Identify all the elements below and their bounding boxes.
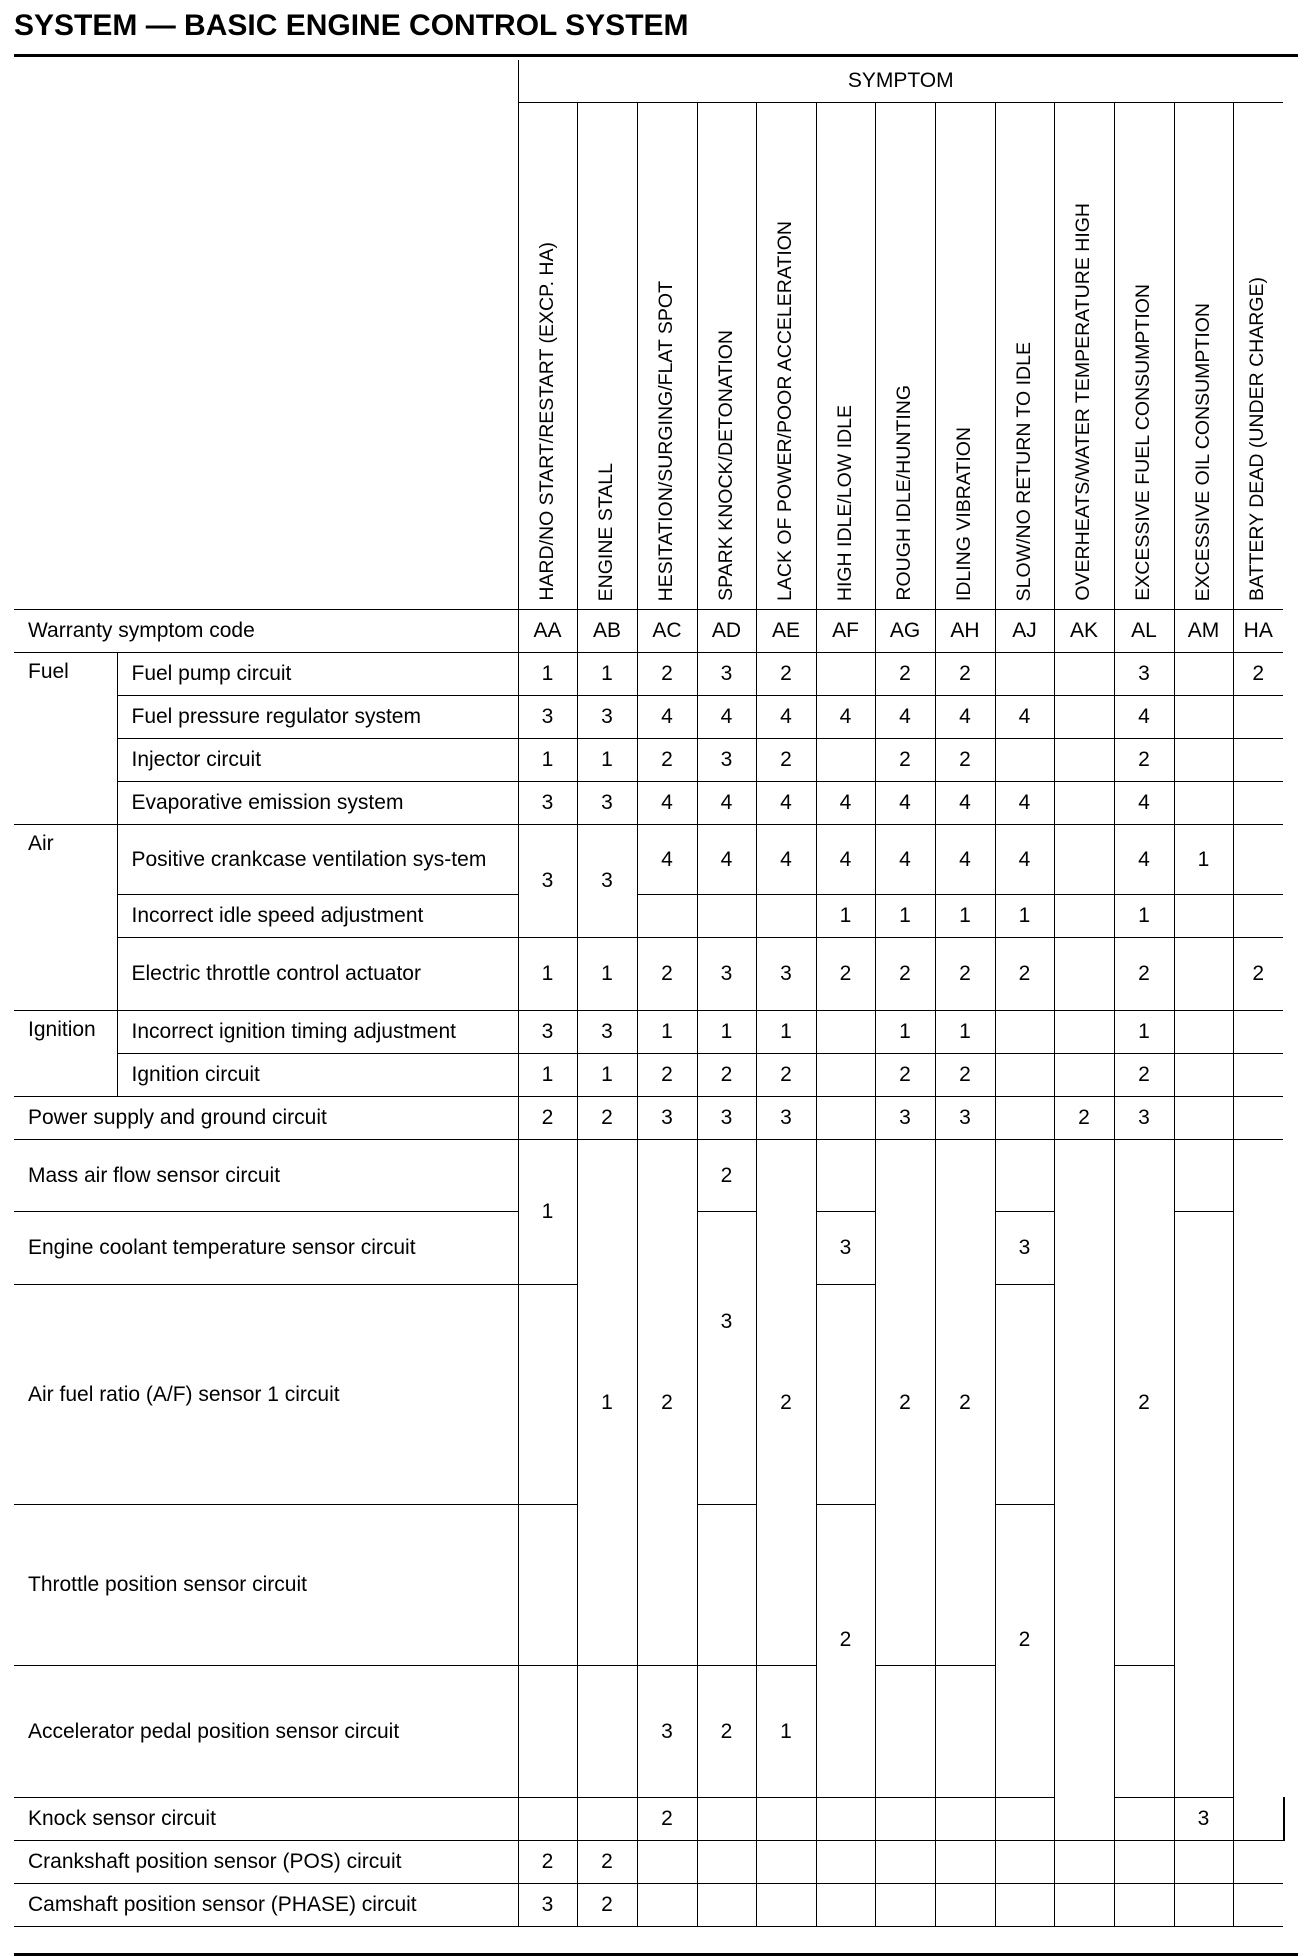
cell-sensors-ak	[1054, 1140, 1114, 1841]
cell	[1054, 739, 1114, 782]
page-title: SYSTEM — BASIC ENGINE CONTROL SYSTEM	[14, 9, 689, 42]
row-label: Fuel pressure regulator system	[117, 696, 518, 739]
cell: 4	[935, 696, 995, 739]
cell: 4	[756, 782, 816, 825]
warranty-code-cell: AC	[637, 610, 697, 653]
cell: 2	[935, 739, 995, 782]
cell	[935, 1884, 995, 1927]
cell	[637, 1841, 697, 1884]
cell-maf-ect-aa: 1	[518, 1140, 577, 1285]
warranty-code-cell: AA	[518, 610, 577, 653]
cell-maf-am	[1174, 1140, 1233, 1212]
cell-apps-ab	[577, 1666, 637, 1798]
cell: 1	[518, 739, 577, 782]
cell: 2	[637, 1798, 697, 1841]
cell: 1	[995, 895, 1054, 938]
cell	[816, 1011, 875, 1054]
cell	[1114, 1798, 1174, 1841]
cell: 3	[577, 1011, 637, 1054]
row-label: Incorrect idle speed adjustment	[117, 895, 518, 938]
cell	[637, 1884, 697, 1927]
cell	[1174, 895, 1233, 938]
cell: 1	[577, 938, 637, 1011]
cell: 3	[518, 1011, 577, 1054]
group-air: Air	[14, 825, 117, 1011]
cell	[875, 1884, 935, 1927]
symptom-label: OVERHEATS/WATER TEMPERATURE HIGH	[1072, 203, 1095, 601]
cell-pcv-idle-ab: 3	[577, 825, 637, 938]
cell-apps-ah	[935, 1666, 995, 1798]
cell	[995, 1097, 1054, 1140]
cell: 2	[995, 938, 1054, 1011]
cell	[1233, 825, 1283, 895]
row-label: Mass air flow sensor circuit	[14, 1140, 518, 1212]
row-label: Knock sensor circuit	[14, 1798, 518, 1841]
cell	[1174, 938, 1233, 1011]
symptom-label: HIGH IDLE/LOW IDLE	[833, 404, 856, 601]
cell	[577, 1798, 637, 1841]
cell	[1233, 1841, 1283, 1884]
cell	[1054, 653, 1114, 696]
cell-af-af	[816, 1285, 875, 1505]
cell: 2	[577, 1884, 637, 1927]
cell	[935, 1841, 995, 1884]
symptom-label: SLOW/NO RETURN TO IDLE	[1012, 341, 1035, 601]
symptom-column-header	[637, 103, 697, 610]
cell: 2	[637, 938, 697, 1011]
symptom-column-header	[1233, 103, 1283, 610]
cell-ect-af: 3	[816, 1212, 875, 1285]
cell	[697, 895, 756, 938]
cell-af-aa	[518, 1285, 577, 1505]
table-row-evap	[14, 782, 1285, 825]
cell: 2	[756, 653, 816, 696]
symptom-column-header	[756, 103, 816, 610]
row-label: Electric throttle control actuator	[117, 938, 518, 1011]
cell	[1114, 1884, 1174, 1927]
symptom-column-header	[1114, 103, 1174, 610]
cell-apps-ac: 3	[637, 1666, 697, 1798]
cell: 2	[756, 739, 816, 782]
warranty-code-cell: AG	[875, 610, 935, 653]
table-row-power-supply	[14, 1097, 1285, 1140]
cell-apps-ag	[875, 1666, 935, 1798]
cell	[1174, 1011, 1233, 1054]
cell: 3	[577, 782, 637, 825]
cell	[1054, 1054, 1114, 1097]
cell: 3	[1114, 1097, 1174, 1140]
cell	[1233, 1011, 1283, 1054]
table-row-fuel-pump	[14, 653, 1285, 696]
symptom-column-header	[1174, 103, 1233, 610]
row-label: Throttle position sensor circuit	[14, 1505, 518, 1666]
cell: 4	[637, 782, 697, 825]
cell: 2	[577, 1097, 637, 1140]
cell: 4	[935, 825, 995, 895]
cell-apps-ae: 1	[756, 1666, 816, 1798]
cell	[1233, 1097, 1283, 1140]
cell: 4	[875, 696, 935, 739]
row-label: Power supply and ground circuit	[14, 1097, 518, 1140]
cell-ect-aj: 3	[995, 1212, 1054, 1285]
cell: 2	[875, 653, 935, 696]
row-label: Accelerator pedal position sensor circuit	[14, 1666, 518, 1798]
cell: 1	[816, 895, 875, 938]
cell: 4	[756, 696, 816, 739]
cell: 1	[518, 1054, 577, 1097]
cell	[518, 1798, 577, 1841]
cell	[1054, 1884, 1114, 1927]
cell: 2	[935, 1054, 995, 1097]
warranty-code-cell: AE	[756, 610, 816, 653]
symptom-header: SYMPTOM	[518, 60, 1283, 103]
cell	[816, 1097, 875, 1140]
cell	[1233, 895, 1283, 938]
cell: 1	[1114, 895, 1174, 938]
cell	[935, 1798, 995, 1841]
cell: 2	[1233, 938, 1283, 1011]
cell	[995, 1011, 1054, 1054]
cell: 2	[1114, 938, 1174, 1011]
cell	[995, 653, 1054, 696]
cell	[875, 1798, 935, 1841]
cell-tps-aa	[518, 1505, 577, 1666]
table-row-maf	[14, 1140, 1285, 1212]
cell: 2	[875, 938, 935, 1011]
symptom-column-header	[995, 103, 1054, 610]
cell: 1	[756, 1011, 816, 1054]
cell	[756, 1798, 816, 1841]
cell	[756, 1884, 816, 1927]
cell: 1	[697, 1011, 756, 1054]
cell: 1	[875, 895, 935, 938]
cell: 1	[935, 1011, 995, 1054]
row-label: Crankshaft position sensor (POS) circuit	[14, 1841, 518, 1884]
cell: 4	[697, 825, 756, 895]
cell	[816, 1841, 875, 1884]
cell: 4	[697, 782, 756, 825]
cell	[1174, 1054, 1233, 1097]
cell: 3	[697, 739, 756, 782]
cell	[1233, 1884, 1283, 1927]
table-row-ignition-timing	[14, 1011, 1285, 1054]
cell-sensors-ha	[1233, 1140, 1283, 1841]
symptom-label: IDLING VIBRATION	[953, 426, 976, 601]
cell: 3	[697, 938, 756, 1011]
title-rule	[14, 54, 1298, 57]
cell: 2	[1233, 653, 1283, 696]
cell	[1054, 1841, 1114, 1884]
symptom-label: HARD/NO START/RESTART (EXCP. HA)	[535, 242, 558, 601]
cell	[995, 1841, 1054, 1884]
cell: 2	[1114, 1054, 1174, 1097]
symptom-label: SPARK KNOCK/DETONATION	[714, 330, 737, 601]
cell-sensors-ag: 2	[875, 1140, 935, 1666]
warranty-code-cell: HA	[1233, 610, 1283, 653]
symptom-column-header	[518, 103, 577, 610]
cell-af-aj	[995, 1285, 1054, 1505]
symptom-column-header	[577, 103, 637, 610]
cell	[1233, 782, 1283, 825]
cell: 3	[1174, 1798, 1233, 1841]
cell: 3	[637, 1097, 697, 1140]
cell	[1284, 1798, 1285, 1841]
cell	[1174, 653, 1233, 696]
cell	[816, 1798, 875, 1841]
cell: 1	[518, 653, 577, 696]
cell: 4	[995, 825, 1054, 895]
cell: 1	[1114, 1011, 1174, 1054]
cell: 4	[816, 696, 875, 739]
cell-tps-apps-aj: 2	[995, 1505, 1054, 1798]
cell	[1174, 1884, 1233, 1927]
cell: 1	[577, 739, 637, 782]
cell-maf-aj	[995, 1140, 1054, 1212]
cell: 1	[637, 1011, 697, 1054]
cell	[995, 739, 1054, 782]
cell-maf-af	[816, 1140, 875, 1212]
cell	[1233, 1054, 1283, 1097]
symptom-label: EXCESSIVE FUEL CONSUMPTION	[1132, 284, 1155, 601]
cell: 2	[637, 653, 697, 696]
cell-tps-apps-af: 2	[816, 1505, 875, 1798]
row-label: Camshaft position sensor (PHASE) circuit	[14, 1884, 518, 1927]
warranty-symptom-code-label: Warranty symptom code	[14, 610, 518, 653]
cell: 3	[518, 696, 577, 739]
cell: 3	[875, 1097, 935, 1140]
group-ignition: Ignition	[14, 1011, 117, 1097]
row-label: Fuel pump circuit	[117, 653, 518, 696]
cell-apps-al	[1114, 1666, 1174, 1798]
warranty-code-cell: AJ	[995, 610, 1054, 653]
cell: 2	[1114, 739, 1174, 782]
cell-pcv-idle-aa: 3	[518, 825, 577, 938]
cell: 2	[1054, 1097, 1114, 1140]
cell-apps-ad: 2	[697, 1666, 756, 1798]
cell	[995, 1884, 1054, 1927]
cell: 3	[577, 696, 637, 739]
symptom-column-header	[697, 103, 756, 610]
cell: 4	[875, 825, 935, 895]
row-label: Air fuel ratio (A/F) sensor 1 circuit	[14, 1285, 518, 1505]
symptom-column-header	[935, 103, 995, 610]
group-fuel: Fuel	[14, 653, 117, 825]
symptom-header-row	[14, 60, 1285, 103]
row-label: Injector circuit	[117, 739, 518, 782]
cell	[1174, 739, 1233, 782]
cell-apps-aa	[518, 1666, 577, 1798]
cell: 2	[875, 1054, 935, 1097]
cell: 3	[756, 938, 816, 1011]
symptom-label: BATTERY DEAD (UNDER CHARGE)	[1246, 277, 1269, 601]
cell	[1054, 696, 1114, 739]
warranty-code-cell: AB	[577, 610, 637, 653]
warranty-code-cell: AM	[1174, 610, 1233, 653]
row-label: Positive crankcase ventilation sys-tem	[117, 825, 518, 895]
cell: 3	[756, 1097, 816, 1140]
cell	[1054, 1011, 1114, 1054]
cell-sensors-ah: 2	[935, 1140, 995, 1666]
table-row-injector	[14, 739, 1285, 782]
cell: 3	[697, 1097, 756, 1140]
cell: 2	[816, 938, 875, 1011]
table-row-pcv	[14, 825, 1285, 895]
cell-sensors-ac: 2	[637, 1140, 697, 1666]
table-row-throttle-actuator	[14, 938, 1285, 1011]
cell: 2	[577, 1841, 637, 1884]
cell	[1174, 1097, 1233, 1140]
cell: 2	[637, 1054, 697, 1097]
warranty-code-cell: AF	[816, 610, 875, 653]
cell	[816, 1054, 875, 1097]
cell: 2	[697, 1054, 756, 1097]
symptom-matrix-table	[14, 60, 1285, 1927]
cell	[1054, 938, 1114, 1011]
cell: 1	[935, 895, 995, 938]
cell	[697, 1798, 756, 1841]
cell	[697, 1841, 756, 1884]
cell	[1233, 739, 1283, 782]
cell: 4	[637, 696, 697, 739]
cell: 3	[518, 782, 577, 825]
cell	[816, 739, 875, 782]
cell	[816, 1884, 875, 1927]
warranty-code-cell: AH	[935, 610, 995, 653]
cell: 2	[518, 1097, 577, 1140]
cell-sensors-ab: 1	[577, 1140, 637, 1666]
cell: 1	[518, 938, 577, 1011]
cell: 2	[935, 653, 995, 696]
cell: 4	[995, 782, 1054, 825]
cell	[697, 1884, 756, 1927]
symptom-column-header	[816, 103, 875, 610]
cell	[875, 1841, 935, 1884]
cell: 3	[518, 1884, 577, 1927]
cell	[1114, 1841, 1174, 1884]
symptom-label: EXCESSIVE OIL CONSUMPTION	[1191, 302, 1214, 601]
cell	[1054, 782, 1114, 825]
cell: 3	[935, 1097, 995, 1140]
cell	[756, 895, 816, 938]
cell	[1174, 696, 1233, 739]
cell: 4	[816, 825, 875, 895]
symptom-column-header	[875, 103, 935, 610]
cell: 2	[518, 1841, 577, 1884]
symptom-column-header	[1054, 103, 1114, 610]
cell: 4	[995, 696, 1054, 739]
cell-sensors-ae: 2	[756, 1140, 816, 1666]
cell: 2	[637, 739, 697, 782]
cell: 1	[577, 653, 637, 696]
cell: 4	[935, 782, 995, 825]
warranty-code-row	[14, 610, 1285, 653]
table-row-idle-speed	[14, 895, 1285, 938]
cell	[995, 1054, 1054, 1097]
cell: 3	[1114, 653, 1174, 696]
cell: 4	[697, 696, 756, 739]
cell	[756, 1841, 816, 1884]
row-label: Engine coolant temperature sensor circuit	[14, 1212, 518, 1285]
cell: 4	[816, 782, 875, 825]
cell	[1174, 1841, 1233, 1884]
cell: 4	[637, 825, 697, 895]
cell: 4	[1114, 782, 1174, 825]
row-label: Ignition circuit	[117, 1054, 518, 1097]
cell: 4	[875, 782, 935, 825]
cell: 4	[1114, 825, 1174, 895]
table-row-ckp	[14, 1841, 1285, 1884]
header-blank-cell	[14, 60, 518, 610]
symptom-label: HESITATION/SURGING/FLAT SPOT	[655, 280, 678, 601]
warranty-code-cell: AK	[1054, 610, 1114, 653]
row-label: Incorrect ignition timing adjustment	[117, 1011, 518, 1054]
cell	[1233, 696, 1283, 739]
cell	[1054, 825, 1114, 895]
cell	[637, 895, 697, 938]
table-row-ignition-circuit	[14, 1054, 1285, 1097]
warranty-code-cell: AL	[1114, 610, 1174, 653]
row-label: Evaporative emission system	[117, 782, 518, 825]
cell: 1	[1174, 825, 1233, 895]
symptom-label: LACK OF POWER/POOR ACCELERATION	[774, 221, 797, 601]
symptom-label: ENGINE STALL	[595, 462, 618, 601]
table-row-fuel-pressure	[14, 696, 1285, 739]
cell	[1174, 782, 1233, 825]
warranty-code-cell: AD	[697, 610, 756, 653]
symptom-label: ROUGH IDLE/HUNTING	[893, 385, 916, 601]
cell: 2	[875, 739, 935, 782]
cell-ect-am	[1174, 1212, 1233, 1798]
cell	[1054, 895, 1114, 938]
cell: 1	[577, 1054, 637, 1097]
cell-tps-ad	[697, 1505, 756, 1666]
cell-sensors-al: 2	[1114, 1140, 1174, 1666]
cell-ect-af-ad: 3	[697, 1212, 756, 1505]
cell-maf-ad: 2	[697, 1140, 756, 1212]
cell	[995, 1798, 1054, 1841]
cell: 2	[935, 938, 995, 1011]
cell: 4	[756, 825, 816, 895]
cell: 4	[1114, 696, 1174, 739]
cell	[816, 653, 875, 696]
cell: 1	[875, 1011, 935, 1054]
cell: 2	[756, 1054, 816, 1097]
cell: 3	[697, 653, 756, 696]
table-row-cmp	[14, 1884, 1285, 1927]
